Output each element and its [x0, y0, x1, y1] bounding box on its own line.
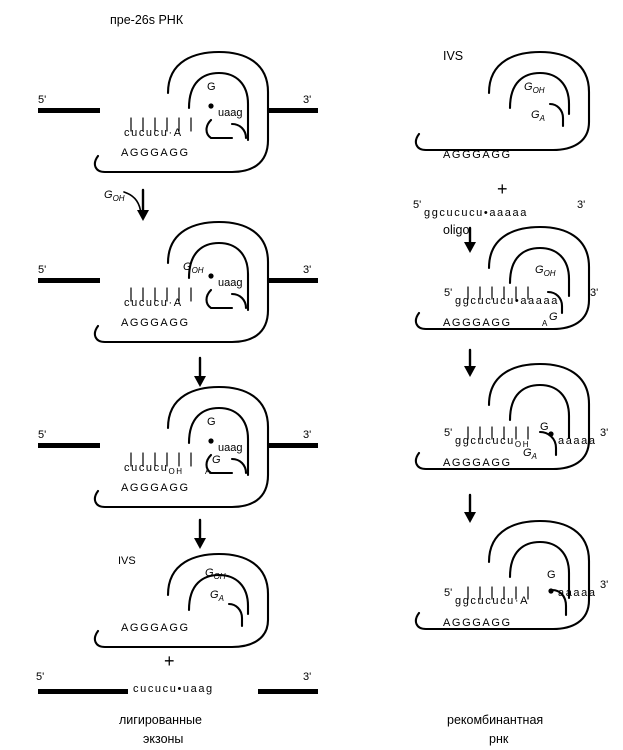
substrate-sequence-right-right-3: aaaaa	[558, 435, 597, 447]
five-prime-left-3: 5'	[38, 429, 47, 441]
three-prime-left-1: 3'	[303, 94, 312, 106]
plus-sign-left: +	[164, 651, 175, 671]
substrate-sequence-right-right-4: aaaaa	[558, 587, 597, 599]
exon-bar-left-3p-1	[268, 108, 318, 113]
five-prime-left-2: 5'	[38, 264, 47, 276]
uaag-label-left-1: uaag	[218, 107, 243, 119]
ivs-label-left: IVS	[118, 555, 136, 567]
intron-sequence-left-2: AGGGAGG	[121, 317, 190, 329]
g-branch-label-right-2: G	[549, 311, 558, 323]
three-prime-right-4: 3'	[600, 579, 609, 591]
right-footer-line1: рекомбинантная	[447, 713, 544, 727]
substrate-sequence-left-right-4: ggcucucu·A	[455, 595, 530, 607]
oligo-five-prime: 5'	[413, 199, 422, 211]
g-oh-cofactor-label: $G_{OH}$	[104, 189, 125, 204]
three-prime-left-4: 3'	[303, 671, 312, 683]
oligo-label: oligo	[443, 223, 470, 237]
intron-sequence-left-4: AGGGAGG	[121, 622, 190, 634]
g-oh-label-left-2: $G_{OH}$	[183, 261, 204, 276]
ligated-exon-sequence: cucucu•uaag	[133, 683, 214, 695]
five-prime-right-2: 5'	[444, 287, 453, 299]
exon-sequence-left-2: cucucu·A	[124, 297, 183, 309]
exon-bar-left-3p-3	[268, 443, 318, 448]
a-branch-label-right-2: A	[542, 319, 548, 328]
ligated-exon-bar-5p	[38, 689, 128, 694]
g-label-left-1: G	[207, 81, 216, 93]
intron-sequence-right-1: AGGGAGG	[443, 149, 512, 161]
intron-sequence-right-3: AGGGAGG	[443, 457, 512, 469]
left-footer-line2: экзоны	[143, 732, 184, 746]
g-oh-label-right-1: $G_{OH}$	[524, 81, 545, 96]
intron-sequence-right-4: AGGGAGG	[443, 617, 512, 629]
three-prime-left-3: 3'	[303, 429, 312, 441]
g-label-right-4: G	[547, 569, 556, 581]
five-prime-right-3: 5'	[444, 427, 453, 439]
exon-sequence-left-1: cucucu·A	[124, 127, 183, 139]
g-label-right-3: G	[540, 421, 549, 433]
intron-sequence-right-2: AGGGAGG	[443, 317, 512, 329]
substrate-sequence-left-right-3: ggcucucu$_{OH}$	[455, 435, 531, 450]
left-column-title: пре-26s РНК	[110, 13, 184, 27]
exon-bar-left-3p-2	[268, 278, 318, 283]
g-oh-label-right-2: $G_{OH}$	[535, 264, 556, 279]
intron-sequence-left-1: AGGGAGG	[121, 147, 190, 159]
exon-sequence-left-3: cucucu$_{OH}$	[124, 462, 184, 477]
g-branch-label-left-4: $G_A$	[210, 589, 224, 604]
intron-sequence-left-3: AGGGAGG	[121, 482, 190, 494]
three-prime-left-2: 3'	[303, 264, 312, 276]
right-footer-line2: рнк	[489, 732, 509, 746]
left-footer-line1: лигированные	[119, 713, 202, 727]
three-prime-right-3: 3'	[600, 427, 609, 439]
g-branch-label-right-1: $G_A$	[531, 109, 545, 124]
oligo-sequence: ggcucucu•aaaaa	[424, 207, 528, 219]
ligated-exon-bar-3p	[258, 689, 318, 694]
ivs-label-right: IVS	[443, 49, 464, 63]
plus-sign-right: +	[497, 179, 508, 199]
uaag-label-left-2: uaag	[218, 277, 243, 289]
five-prime-left-1: 5'	[38, 94, 47, 106]
five-prime-left-4: 5'	[36, 671, 45, 683]
three-prime-right-2: 3'	[590, 287, 599, 299]
uaag-label-left-3: uaag	[218, 442, 243, 454]
g-branch-label-left-3: G	[212, 454, 221, 466]
g-branch-label-right-3: $G_A$	[523, 447, 537, 462]
oligo-three-prime: 3'	[577, 199, 586, 211]
exon-bar-left-5p-2	[38, 278, 100, 283]
g-oh-label-left-4: $G_{OH}$	[205, 567, 226, 582]
five-prime-right-4: 5'	[444, 587, 453, 599]
g-label-left-3: G	[207, 416, 216, 428]
exon-bar-left-5p-3	[38, 443, 100, 448]
exon-bar-left-5p-1	[38, 108, 100, 113]
a-branch-label-left-3: A	[205, 467, 211, 476]
substrate-sequence-right-2: ggcucucu•aaaaa	[455, 295, 559, 307]
